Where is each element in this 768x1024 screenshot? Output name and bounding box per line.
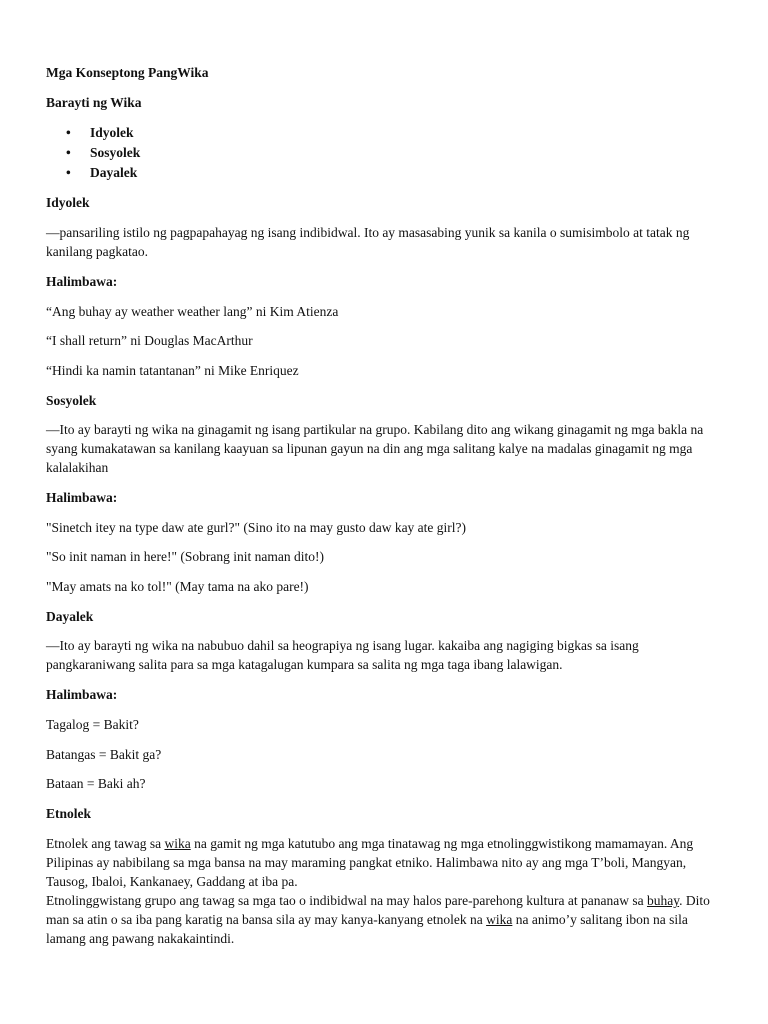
etnolek-paragraph	[46, 834, 726, 948]
idyolek-example: “Ang buhay ay weather weather lang” ni Kim Atienza	[46, 304, 339, 319]
dayalek-example-heading: Halimbawa:	[46, 687, 118, 702]
etnolek-text: na gamit ng mga katutubo ang mga tinatawag ng mga etnolinggwistikong mamamayan. Ang Pilipinas ay nabibilang sa mga bansa na may maraming pangkat etniko. Halimbawa nito ay ang mga T’boli, Mangyan, Tausog, Ibaloi, Kankanaey, Gaddang at iba pa.	[46, 836, 694, 889]
etnolek-text: Etnolinggwistang grupo ang tawag sa mga tao o indibidwal na may halos pare-parehong kultura at pananaw sa	[46, 893, 647, 908]
wika-link[interactable]: wika	[486, 912, 513, 927]
sosyolek-definition: —Ito ay barayti ng wika na ginagamit ng isang partikular na grupo. Kabilang dito ang wikang ginagamit ng mga bakla na syang kumakatawan sa kanilang kaayuan sa lipunan gayun na din ang mga salitang kalye na madalas ginagamit ng mga kalalakihan	[46, 422, 704, 475]
idyolek-example-heading: Halimbawa:	[46, 274, 118, 289]
sosyolek-example: "May amats na ko tol!" (May tama na ako pare!)	[46, 579, 309, 594]
idyolek-example: “I shall return” ni Douglas MacArthur	[46, 333, 253, 348]
sosyolek-example: "Sinetch itey na type daw ate gurl?" (Sino ito na may gusto daw kay ate girl?)	[46, 520, 467, 535]
dayalek-example: Batangas = Bakit ga?	[46, 747, 162, 762]
buhay-link[interactable]: buhay	[646, 893, 680, 908]
sosyolek-example-heading: Halimbawa:	[46, 490, 118, 505]
heading-dayalek: Dayalek	[46, 609, 94, 624]
list-item: • Idyolek	[46, 123, 140, 143]
section-heading-barayti: Barayti ng Wika	[46, 95, 142, 110]
sosyolek-example: "So init naman in here!" (Sobrang init naman dito!)	[46, 549, 324, 564]
idyolek-definition: —pansariling istilo ng pagpapahayag ng isang indibidwal. Ito ay masasabing yunik sa kanila o sumisimbolo at tatak ng kanilang pagkatao.	[46, 225, 690, 259]
etnolek-text: . Dito man sa atin o sa iba pang karatig na bansa sila ay may kanya-kanyang etnolek na	[46, 893, 710, 927]
list-item: • Sosyolek	[46, 143, 140, 163]
heading-idyolek: Idyolek	[46, 195, 90, 210]
dayalek-definition: —Ito ay barayti ng wika na nabubuo dahil sa heograpiya ng isang lugar. kakaiba ang nagiging bigkas sa isang pangkaraniwang salita para sa mga katagalugan kumpara sa salita ng mga taga ibang lalawigan.	[46, 638, 639, 672]
wika-link[interactable]: wika	[164, 836, 191, 851]
heading-sosyolek: Sosyolek	[46, 393, 97, 408]
list-item: • Dayalek	[46, 163, 140, 183]
heading-etnolek: Etnolek	[46, 806, 92, 821]
etnolek-text: Etnolek ang tawag sa	[46, 836, 165, 851]
etnolek-text: na animo’y salitang ibon na sila lamang ang pawang nakakaintindi.	[46, 912, 688, 946]
idyolek-example: “Hindi ka namin tatantanan” ni Mike Enriquez	[46, 363, 299, 378]
dayalek-example: Bataan = Baki ah?	[46, 776, 146, 791]
document-title: Mga Konseptong PangWika	[46, 65, 209, 80]
dayalek-example: Tagalog = Bakit?	[46, 717, 139, 732]
variety-list	[46, 123, 140, 183]
